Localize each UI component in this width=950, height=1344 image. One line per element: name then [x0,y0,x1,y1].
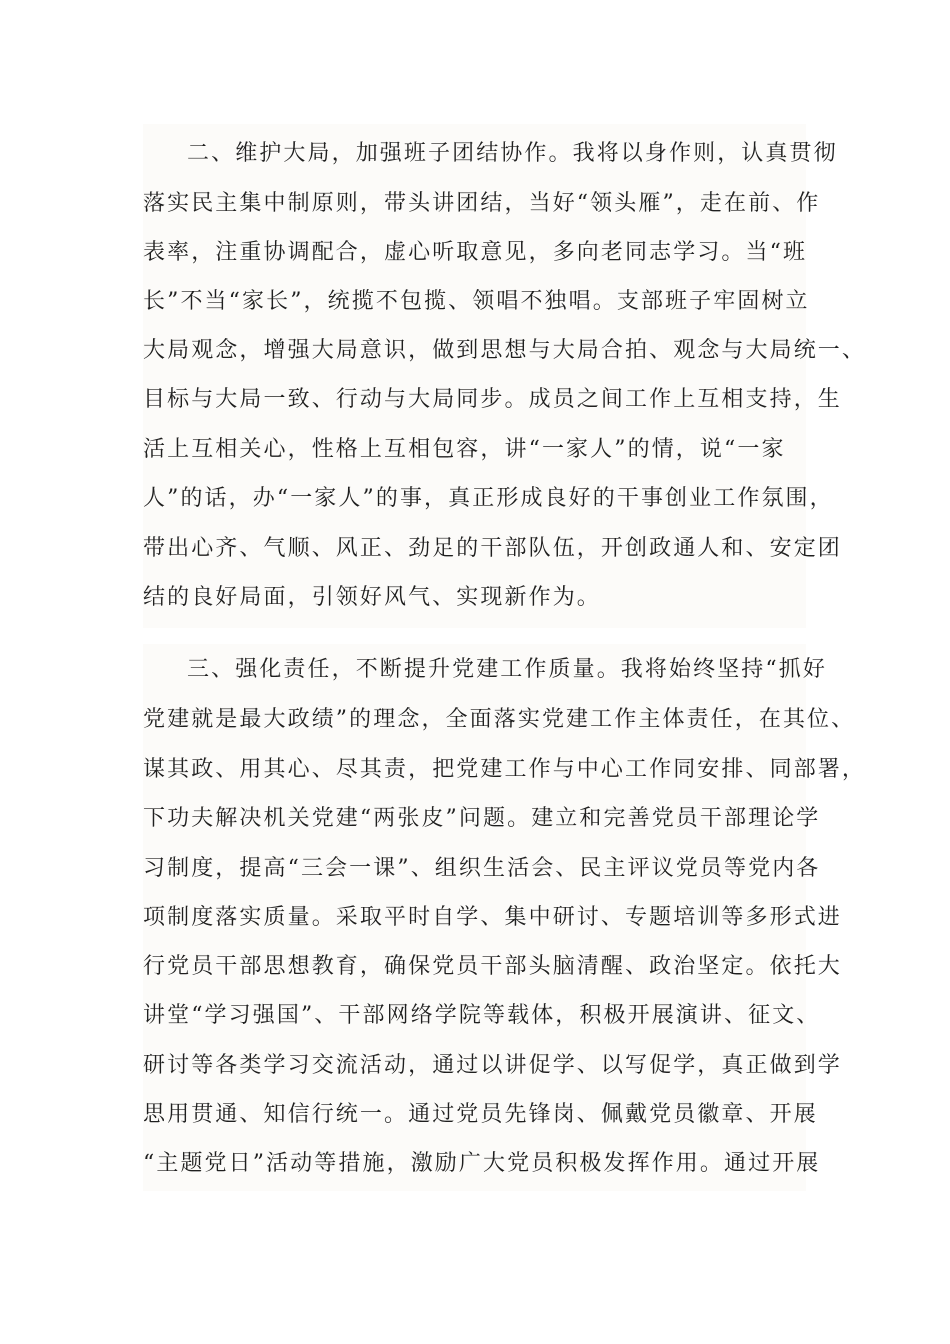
paragraph-line: 二、维护大局，加强班子团结协作。我将以身作则，认真贯彻 [187,141,838,166]
paragraph-line: 项制度落实质量。采取平时自学、集中研讨、专题培训等多形式进 [143,905,842,930]
paragraph-line: 谋其政、用其心、尽其责，把党建工作与中心工作同安排、同部署， [143,757,867,782]
paragraph-line: 下功夫解决机关党建“两张皮”问题。建立和完善党员干部理论学 [143,806,821,831]
paragraph-line: 人”的话，办“一家人”的事，真正形成良好的干事创业工作氛围， [143,486,834,511]
paragraph-line: 表率，注重协调配合，虚心听取意见，多向老同志学习。当“班 [143,240,808,265]
paragraph-line: 研讨等各类学习交流活动，通过以讲促学、以写促学，真正做到学 [143,1053,842,1078]
paragraph-line: 党建就是最大政绩”的理念，全面落实党建工作主体责任，在其位、 [143,707,856,732]
paragraph-line: 落实民主集中制原则，带头讲团结，当好“领头雁”，走在前、作 [143,191,821,216]
paragraph-line: 行党员干部思想教育，确保党员干部头脑清醒、政治坚定。依托大 [143,954,842,979]
paragraph-line: 长”不当“家长”，统揽不包揽、领唱不独唱。支部班子牢固树立 [143,289,810,314]
paragraph-line: 目标与大局一致、行动与大局同步。成员之间工作上互相支持，生 [143,387,842,412]
paragraph-line: 思用贯通、知信行统一。通过党员先锋岗、佩戴党员徽章、开展 [143,1102,818,1127]
paragraph-line: “主题党日”活动等措施，激励广大党员积极发挥作用。通过开展 [143,1151,821,1176]
paragraph-line: 带出心齐、气顺、风正、劲足的干部队伍，开创政通人和、安定团 [143,536,842,561]
paragraph-section-3 [143,644,867,1191]
paragraph-line: 活上互相关心，性格上互相包容，讲“一家人”的情，说“一家 [143,437,786,462]
paragraph-line: 讲堂“学习强国”、干部网络学院等载体，积极开展演讲、征文、 [143,1003,821,1028]
paragraph-line: 习制度，提高“三会一课”、组织生活会、民主评议党员等党内各 [143,856,821,881]
paragraph-line: 三、强化责任，不断提升党建工作质量。我将始终坚持“抓好 [187,657,827,682]
paragraph-line: 大局观念，增强大局意识，做到思想与大局合拍、观念与大局统一、 [143,338,867,363]
paragraph-section-2 [143,124,867,628]
paragraph-line: 结的良好局面，引领好风气、实现新作为。 [143,585,601,610]
